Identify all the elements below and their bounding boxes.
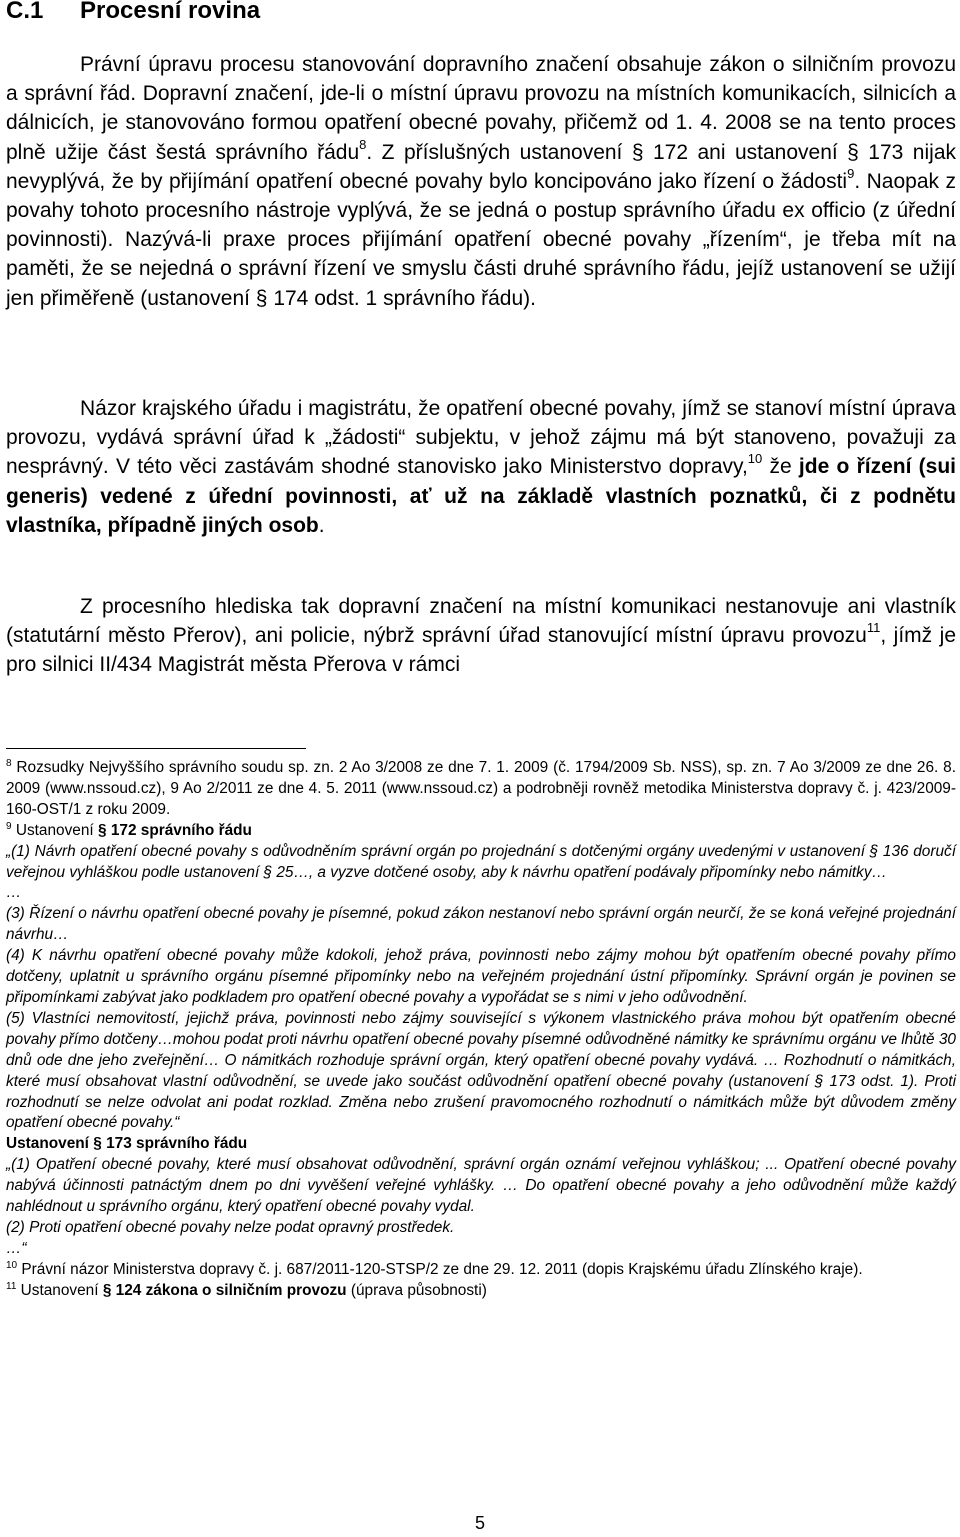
footnote-text: Rozsudky Nejvyššího správního soudu sp. zn. 2 Ao 3/2008 ze dne 7. 1. 2009 (č. 1794/2009 Sb. NSS), sp. zn. 7 Ao 3/2009 ze dne 26. 8. 2009 (www.nssoud.cz), 9 Ao 2/2011 ze dne 4. 5. 2011 (www.nssoud.cz) a podrobněji rovněž metodika Ministerstva dopravy č. j. 423/2009-160-OST/1 z roku 2009. [6,759,956,818]
footnote-ref-10[interactable]: 10 [747,451,763,467]
paragraph-text: . Z příslušných ustanovení § 172 ani ustanovení § 173 nijak nevyplývá, že by přijímání opatření obecné povahy bylo koncipováno jako řízení o žádosti [6,140,956,193]
footnote-separator [6,748,306,749]
footnote-ref-9[interactable]: 9 [847,165,855,181]
paragraph-3 [6,592,956,680]
quote-line: (3) Řízení o návrhu opatření obecné povahy je písemné, pokud zákon nestanoví nebo správní orgán neurčí, že se koná veřejné projednání návrhu… [6,905,956,944]
paragraph-text: Názor krajského úřadu i magistrátu, že opatření obecné povahy, jímž se stanoví místní úprava provozu, vydává správní úřad k „žádosti“ subjektu, v jehož zájmu má být stanoveno, považuji za nesprávný. V této věci zastávám shodné stanovisko jako Ministerstvo dopravy, [6,397,956,479]
emphasized-text: jde o řízení (sui generis) vedené z úřední povinnosti, ať už na základě vlastních poznatků, či z podnětu vlastníka, případně jiných osob [6,455,956,537]
quote-line: „(1) Opatření obecné povahy, které musí obsahovat odůvodnění, správní orgán oznámí veřejnou vyhláškou; ... Opatření obecné povahy nabývá účinnosti patnáctým dnem po dni vyvěšení veřejné vyhlášky. … Do opatření obecné povahy a jeho odůvodnění může každý nahlédnout u správního orgánu, který opatření obecné povahy vydal. [6,1156,956,1216]
footnotes [6,758,956,1302]
footnote-9 [6,821,956,842]
footnote-subheading: Ustanovení § 173 správního řádu [6,1135,248,1153]
footnote-number: 8 [6,758,12,769]
page-number: 5 [474,1513,485,1533]
quote-line: … [6,884,22,902]
paragraph-text: že [762,455,799,479]
footnote-bold-text: § 124 zákona o silničním provozu [102,1281,347,1299]
footnote-number: 11 [6,1280,17,1292]
footnote-text: (úprava působnosti) [346,1281,487,1299]
section-number: C.1 [6,0,44,24]
paragraph-text: Právní úpravu procesu stanovování dopravního značení obsahuje zákon o silničním provozu a správní řád. Dopravní značení, jde-li o místní úpravu provozu na místních komunikacích, silnicích a dálnicích, je stanovováno formou opatření obecné povahy, přičemž od 1. 4. 2008 se na tento proces plně užije část šestá správního řádu [6,53,956,164]
footnote-bold-text: § 172 správního řádu [97,821,252,839]
quote-line: (5) Vlastníci nemovitostí, jejichž práva, povinnosti nebo zájmy související s výkonem vlastnického práva mohou být opatřením obecné povahy přímo dotčeny…mohou podat proti návrhu opatření obecné povahy písemné odůvodněné námitky ke správnímu orgánu ve lhůtě 30 dnů ode dne jeho zveřejnění… O námitkách rozhoduje správní orgán, který opatření obecné povahy vydává. … Rozhodnutí o námitkách, které musí obsahovat vlastní odůvodnění, se uvede jako součást odůvodnění opatření obecné povahy (ustanovení § 173 odst. 1). Proti rozhodnutí se nelze odvolat ani podat rozklad. Změna nebo zrušení pravomocného rozhodnutí o námitkách může být důvodem změny opatření obecné povahy.“ [6,1009,956,1132]
footnote-text: Ustanovení [11,821,98,839]
footnote-text: Ustanovení [16,1281,103,1299]
footnote-10 [6,1260,956,1281]
footnote-text: Právní názor Ministerstva dopravy č. j. 687/2011-120-STSP/2 ze dne 29. 12. 2011 (dopis Krajskému úřadu Zlínského kraje). [17,1260,863,1278]
footnote-number: 9 [6,820,12,832]
quote-line: …“ [6,1239,27,1257]
paragraph-text: . Naopak z povahy tohoto procesního nástroje vyplývá, že se jedná o postup správního úřadu ex officio (z úřední povinnosti). Nazývá-li praxe proces přijímání opatření obecné povahy „řízením“, je třeba mít na paměti, že se nejedná o správní řízení ve smyslu části druhé správního řádu, jejíž ustanovení se užijí jen přiměřeně (ustanovení § 174 odst. 1 správního řádu). [6,169,956,310]
paragraph-1 [6,50,956,313]
paragraph-2 [6,394,956,540]
footnote-ref-8[interactable]: 8 [359,136,367,152]
section-title: Procesní rovina [80,0,261,24]
paragraph-text: , jímž je pro silnici II/434 Magistrát města Přerova v rámci [6,624,956,677]
footnote-ref-11[interactable]: 11 [866,620,881,636]
paragraph-text: . [318,513,325,537]
footnote-11 [6,1281,956,1302]
paragraph-text: Z procesního hlediska tak dopravní značení na místní komunikaci nestanovuje ani vlastník (statutární město Přerov), ani policie, nýbrž správní úřad stanovující místní úpravu provozu [6,595,956,648]
quote-line: (4) K návrhu opatření obecné povahy může kdokoli, jehož práva, povinnosti nebo zájmy mohou být opatřením obecné povahy přímo dotčeny, uplatnit u správního orgánu písemné připomínky nebo na veřejném projednání ústní připomínky. Správní orgán je povinen se připomínkami zabývat jako podkladem pro opatření obecné povahy a vypořádat se s nimi v jeho odůvodnění. [6,947,956,1006]
quote-line: (2) Proti opatření obecné povahy nelze podat opravný prostředek. [6,1218,455,1236]
footnote-number: 10 [6,1259,18,1271]
footnote-8 [6,758,956,821]
quote-line: „(1) Návrh opatření obecné povahy s odůvodněním správní orgán po projednání s dotčenými orgány uvedenými v ustanovení § 136 doručí veřejnou vyhláškou podle ustanovení § 25…, a vyzve dotčené osoby, aby k návrhu opatření podávaly připomínky nebo námitky… [6,842,956,881]
section-heading [6,0,260,26]
